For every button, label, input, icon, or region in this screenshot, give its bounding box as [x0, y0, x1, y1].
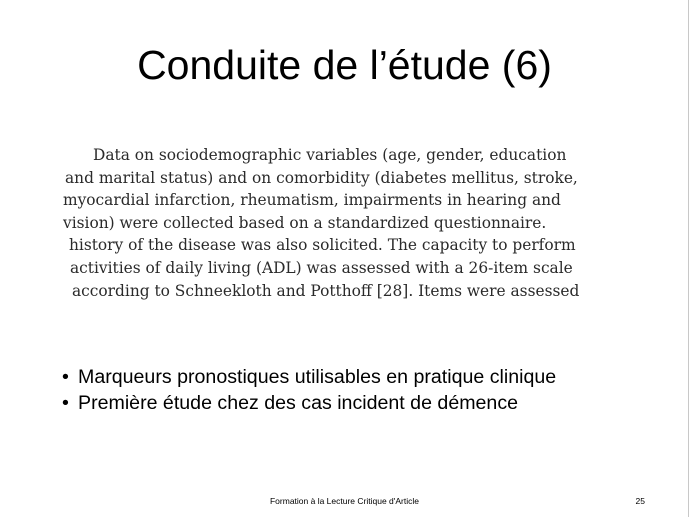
- slide-title: Conduite de l’étude (6): [137, 42, 552, 88]
- excerpt-line-2: and marital status) and on comorbidity (diabetes mellitus, stroke,: [65, 168, 578, 187]
- bullet-icon: •: [62, 366, 69, 388]
- article-excerpt-image: [62, 144, 610, 314]
- bullet-icon: •: [62, 392, 69, 414]
- bullet-item: [62, 364, 662, 390]
- excerpt-line-6: activities of daily living (ADL) was assessed with a 26-item scale: [70, 258, 573, 277]
- excerpt-line-4: vision) were collected based on a standardized questionnaire.: [63, 213, 547, 232]
- excerpt-line-1: Data on sociodemographic variables (age, gender, education: [93, 146, 567, 164]
- bullet-list: [62, 364, 662, 416]
- footer-source: Formation à la Lecture Critique d'Article: [269, 496, 420, 506]
- page-number: 25: [635, 496, 645, 506]
- bullet-text: Première étude chez des cas incident de démence: [78, 392, 519, 414]
- excerpt-line-5: history of the disease was also solicited. The capacity to perform: [69, 236, 576, 255]
- bullet-text: Marqueurs pronostiques utilisables en pratique clinique: [78, 366, 557, 388]
- excerpt-line-7: according to Schneekloth and Potthoff [28]. Items were assessed: [72, 281, 580, 300]
- excerpt-line-3: myocardial infarction, rheumatism, impairments in hearing and: [63, 191, 561, 210]
- bullet-item: [62, 390, 662, 416]
